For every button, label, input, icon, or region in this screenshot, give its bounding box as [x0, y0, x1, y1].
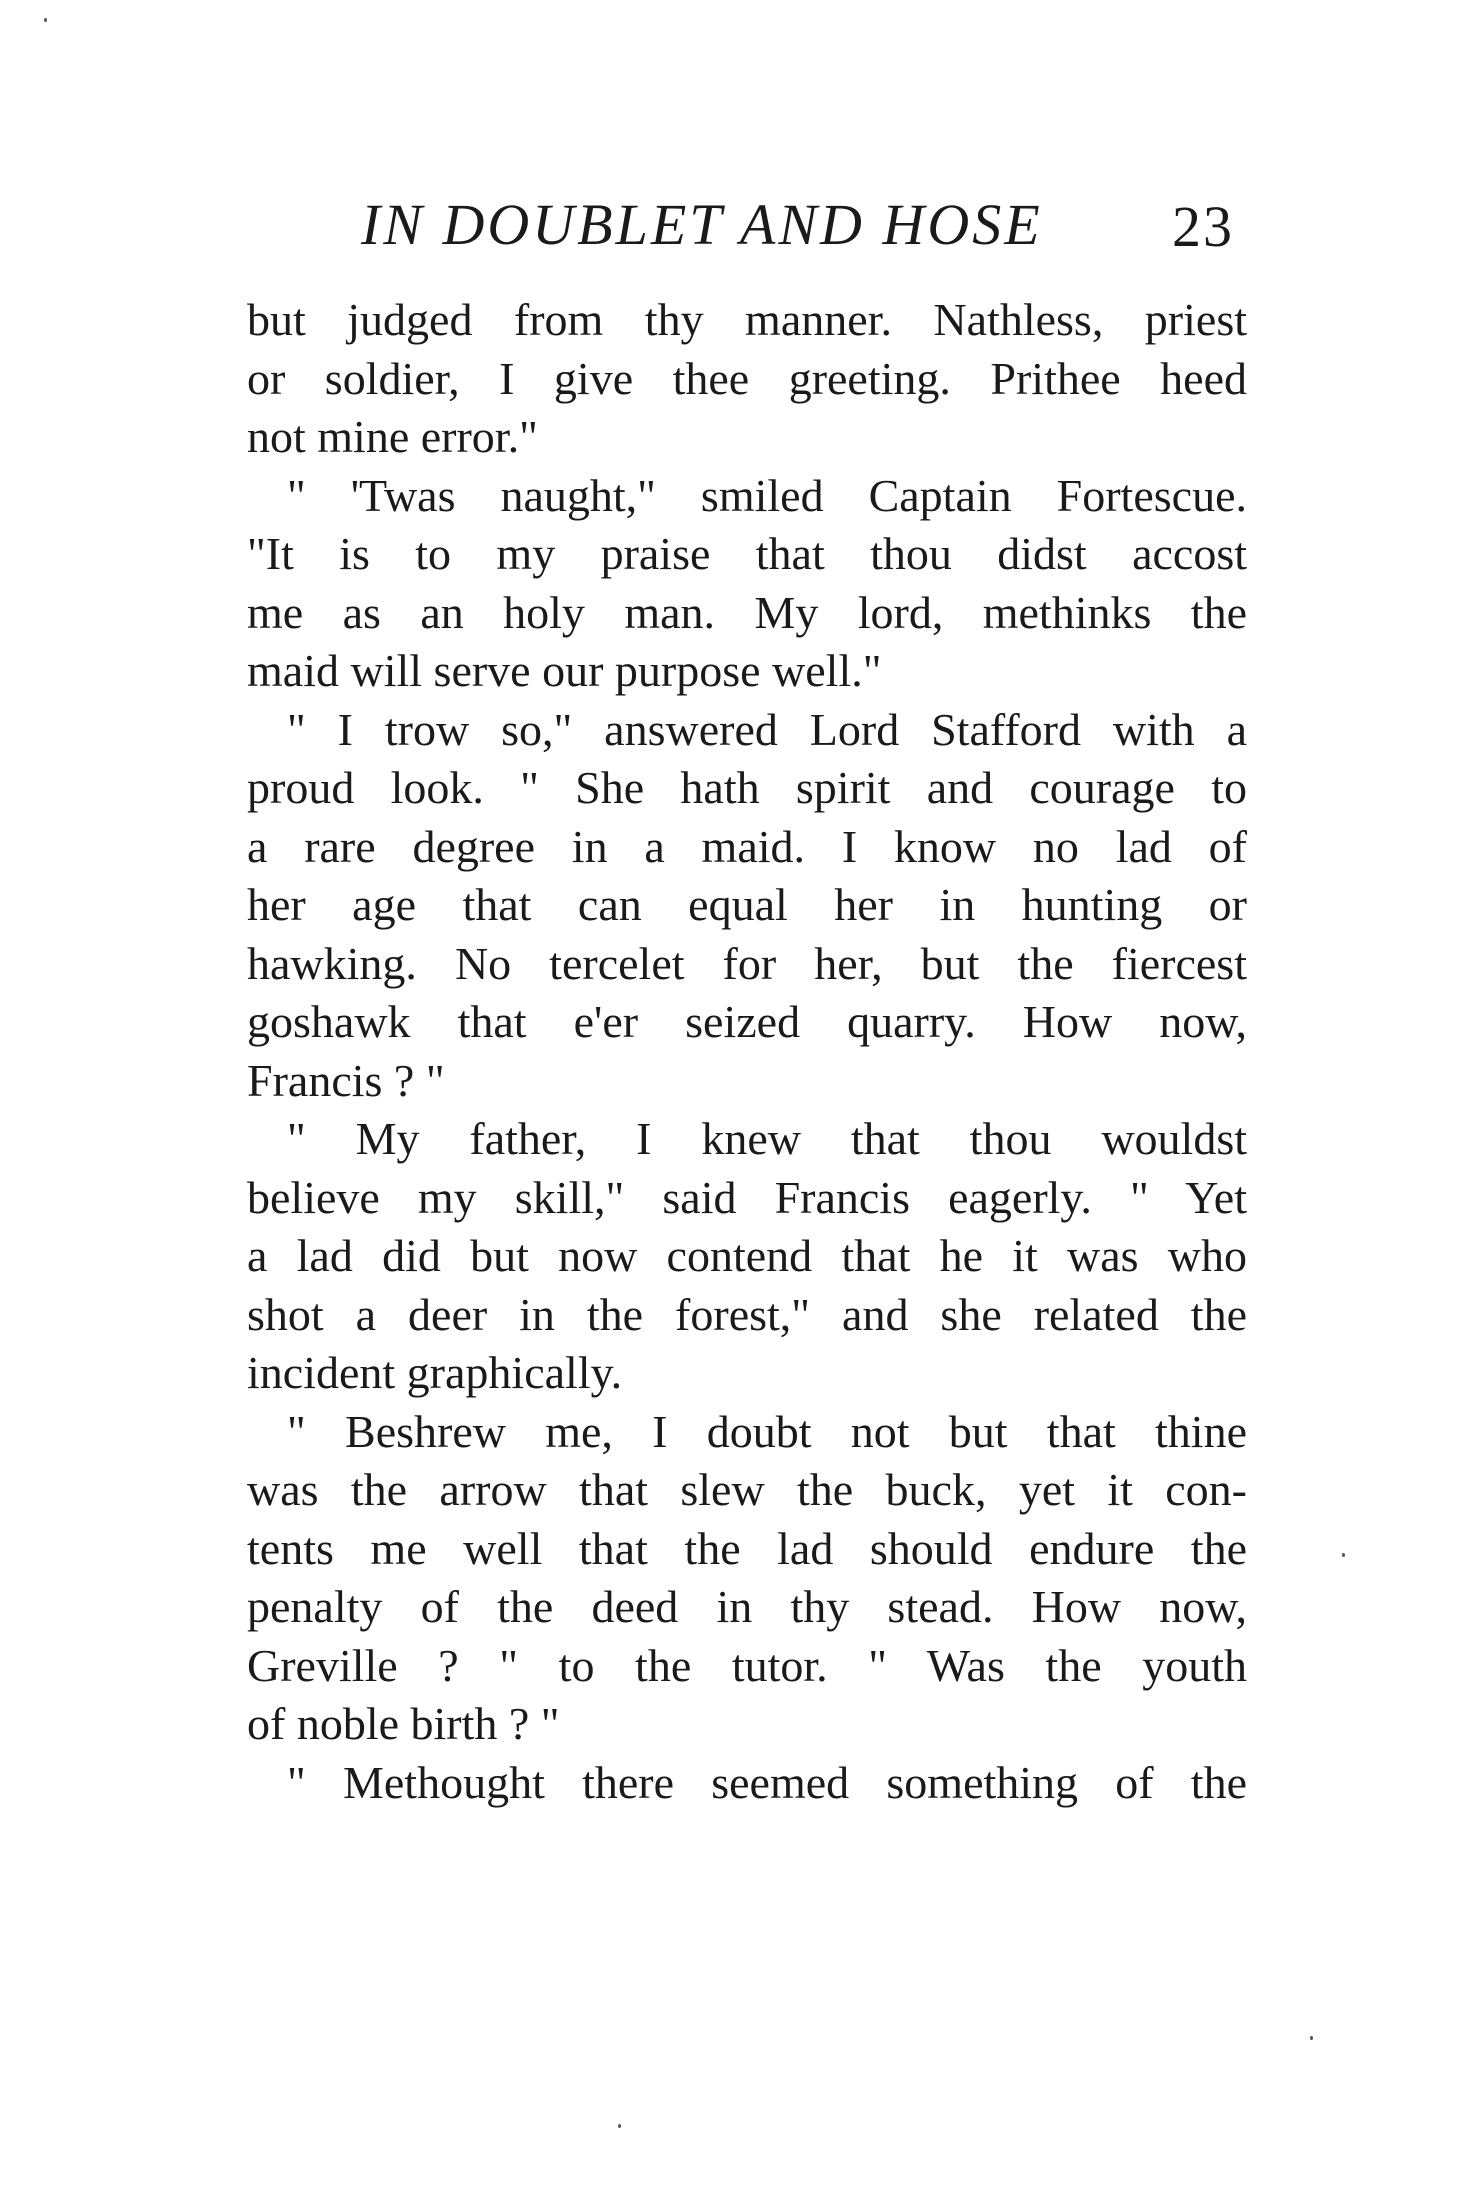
text-line: hawking. No tercelet for her, but the fiercest	[247, 937, 1247, 989]
running-header	[0, 190, 1467, 260]
text-line: " 'Twas naught," smiled Captain Fortescue.	[287, 469, 1247, 521]
text-line: her age that can equal her in hunting or	[247, 879, 1247, 930]
text-line: Greville ? " to the tutor. " Was the youth	[247, 1639, 1247, 1691]
body-text	[247, 291, 1247, 1812]
scan-speck	[44, 18, 47, 22]
page-number: 23	[1172, 194, 1234, 259]
scan-speck	[1310, 2036, 1313, 2040]
text-line: tents me well that the lad should endure the	[247, 1522, 1247, 1574]
text-line: but judged from thy manner. Nathless, priest	[247, 294, 1247, 345]
text-line: "It is to my praise that thou didst accost	[247, 528, 1247, 579]
text-line: proud look. " She hath spirit and courage to	[247, 762, 1247, 813]
text-line: or soldier, I give thee greeting. Prithee heed	[247, 352, 1247, 404]
text-line: was the arrow that slew the buck, yet it con-	[247, 1464, 1247, 1515]
text-line: of noble birth ? "	[247, 1698, 560, 1749]
text-line: me as an holy man. My lord, methinks the	[247, 586, 1247, 638]
text-line: believe my skill," said Francis eagerly. " Yet	[247, 1171, 1247, 1223]
text-line: " Beshrew me, I doubt not but that thine	[287, 1405, 1247, 1457]
text-line: a rare degree in a maid. I know no lad of	[247, 820, 1247, 872]
text-line: " Methought there seemed something of the	[287, 1756, 1247, 1808]
scan-speck	[1342, 1553, 1345, 1557]
text-line: penalty of the deed in thy stead. How now,	[247, 1581, 1247, 1632]
text-line: a lad did but now contend that he it was who	[247, 1230, 1247, 1281]
text-line: shot a deer in the forest," and she related the	[247, 1288, 1247, 1340]
text-line: incident graphically.	[247, 1347, 623, 1398]
running-title: IN DOUBLET AND HOSE	[361, 192, 1043, 257]
scan-speck	[618, 2124, 621, 2128]
text-line: goshawk that e'er seized quarry. How now,	[247, 996, 1247, 1047]
text-line: maid will serve our purpose well."	[247, 645, 882, 696]
text-line: " I trow so," answered Lord Stafford with a	[287, 703, 1247, 755]
text-line: Francis ? "	[247, 1054, 445, 1106]
text-line: " My father, I knew that thou wouldst	[287, 1113, 1247, 1164]
text-line: not mine error."	[247, 411, 538, 462]
